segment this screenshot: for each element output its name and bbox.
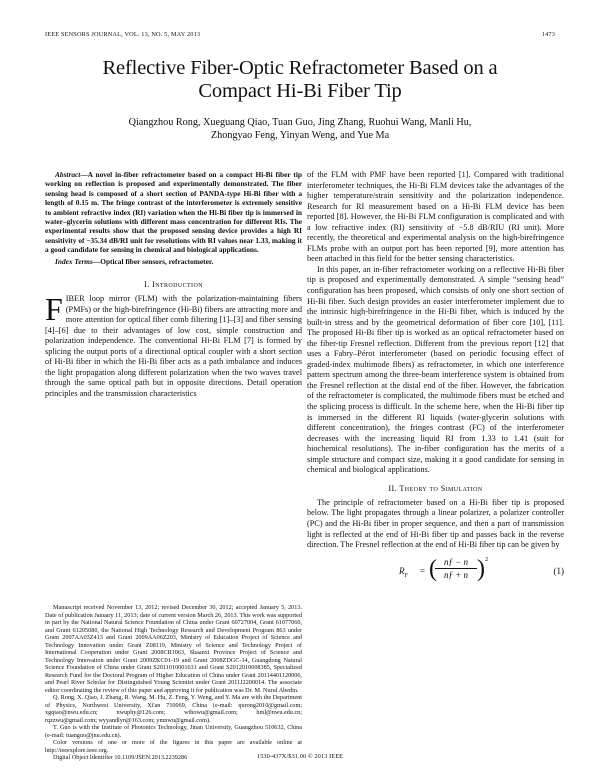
section-heading-theory: II. Theory to Simulation <box>388 483 483 493</box>
theory-paragraph: The principle of refractometer based on a Hi-Bi fiber tip is proposed below. The light propagates through a linear polarizer, a polarizer controller (PC) and the Hi-Bi fiber in proper sequence, and then a part of transmission light is reflected at the end of Hi-Bi fiber tip and passes back in the reverse direction. The Fresnel reflection at the end of Hi-Bi fiber tip can be given by <box>307 497 564 550</box>
drop-cap: F <box>45 294 63 328</box>
right-paragraph-1: of the FLM with PMF have been reported [1]. Compared with traditional interferometer techniques, the Hi-Bi FLM devices take the advantages of the higher temperature/strain sensitivity and the polarization independence. Research for RI measurement based on a Hi-Bi FLM device has been reported [8]. However, the Hi-Bi FLM configuration is complicated and with a low refractive index (RI) sensitivity of −5.8 dB/RIU (RI unit). More recently, the theoretical and experimental analysis on the high-birefringence FLMs probe with an output port has been reported [9], more attention has been attached in this field for the better sensing characteristics. <box>307 170 564 264</box>
footnote-funding: Manuscript received November 13, 2012; revised December 30, 2012; accepted January 5, 2013. Date of publication January 11, 2013; date of current version March 26, 2013. This work was supported in part by the National Natural Science Foundation of China under Grant 60727004, Grant 61077060, and Grant 61205080, the National High Technology Research and Development Program 863 under Grant 2007AA03Z413 and Grant 2009AA06Z203, Ministry of Education Project of Science and Technology Innovation under Grant Z08119, Ministry of Science and Technology Project of International Cooperation under Grant 2008CR1063, Shaanxi Province Project of Science and Technology Innovation under Grant 2009ZKC01-19 and Grant 2008ZDGC-14, Guangdong Natural Science Foundation of China under Grant S2011010001631 and Grant S2012010008385, Specialized Research Fund for the Doctoral Program of Higher Education of China under Grant 20114401120006, and Pearl River Scholar for Distinguished Young Scientist under Grant 2011J2200014. The associate editor coordinating the review of this paper and approving it for publication was Dr. M. Nurul Abedin. <box>45 604 302 694</box>
footnotes <box>45 604 302 762</box>
copyright-code: 1530-437X/$31.00 © 2013 IEEE <box>256 753 344 760</box>
equation-lhs-symbol: R <box>399 565 405 576</box>
abstract <box>45 170 302 255</box>
index-terms-dash: — <box>92 256 101 266</box>
journal-name: IEEE SENSORS JOURNAL, VOL. 13, NO. 5, MAY 2013 <box>45 31 201 38</box>
index-terms-text: Optical fiber sensors, refractometer. <box>100 256 214 266</box>
author-list <box>60 116 540 143</box>
footnote-affiliation-1: Q. Rong, X. Qiao, J. Zhang, R. Wang, M. Hu, Z. Feng, Y. Weng, and Y. Ma are with the Department of Physics, Northwest University, Xi'an 710069, China (e-mail: qurong2010@gmail.com; xgqiao@nwu.edu.cn; nwuphy@126.com; wthowu@gmail.com; hml@nwu.edu.cn; rqzzwu@gmail.com; wyyandlyn@163.com; ymnwu@gmail.com). <box>45 694 302 724</box>
index-terms <box>45 257 302 266</box>
abstract-dash: — <box>80 170 88 179</box>
equation-lhs <box>399 566 408 579</box>
left-column <box>45 170 302 400</box>
title-line-1: Reflective Fiber-Optic Refractometer Based on a <box>102 57 498 79</box>
footnote-color-versions: Color versions of one or more of the figures in this paper are available online at http://ieeexplore.ieee.org. <box>45 739 302 754</box>
right-paragraph-2: In this paper, an in-fiber refractometer working on a reflective Hi-Bi fiber tip is proposed and experimentally demonstrated. A simple “sensing head” configuration has been proposed, which consists of only one short section of Hi-Bi fiber. Such design provides an easier interferometer implement due to the intrinsic high-birefringence in the Hi-Bi fiber, which is induced by the built-in stress and by the geometrical deformation of fiber core [10], [11]. The proposed Hi-Bi fiber tip is worked as an optical refractometer based on the fiber-tip Fresnel reflection. Different from the previous report [12] that uses a Fabry–Pérot interferometer (based on periodic focusing effect of graded-index multimode fibers) as refractometer, in which one interference pattern spectrum among the three-beam interference system is obtained from the Fresnel reflection at the distal end of the fiber. However, the fabrication of the refractometer is complicated, the multimode fibers must be etched and the splicing process is difficult. In the scheme here, when the Hi-Bi fiber tip is immersed in the different RI liquids (water-glycerin solutions with different concentration), the fringes contrast (FC) of the interferometer decreases with the increasing liquid RI from 1.33 to 1.41 (suit for biochemical resolutions). The in-fiber configuration has the merits of a simple structure and compact size, making it a good candidate for sensing in chemical and biological applications. <box>307 264 564 475</box>
equation-equals: = <box>420 565 426 576</box>
title-line-2: Compact Hi-Bi Fiber Tip <box>198 80 402 102</box>
page-number: 1473 <box>541 31 555 38</box>
equation-open-paren: ( <box>429 555 437 582</box>
authors-line-2: Zhongyao Feng, Yinyan Weng, and Yue Ma <box>210 130 390 142</box>
footnote-doi: Digital Object Identifier 10.1109/JSEN.2013.2239286 <box>53 754 188 761</box>
paper-title <box>40 57 560 103</box>
intro-paragraph <box>45 294 302 399</box>
abstract-label: Abstract <box>55 170 81 179</box>
equation-1 <box>307 557 564 587</box>
equation-numerator: nƒ − n <box>435 557 477 569</box>
equation-exponent: 2 <box>485 555 489 563</box>
equation-lhs-subscript: F <box>404 572 409 579</box>
equation-denominator: nƒ + n <box>443 569 469 580</box>
section-heading-introduction: I. Introduction <box>144 280 203 290</box>
intro-text: IBER loop mirror (FLM) with the polarization-maintaining fibers (PMFs) or the high-birefringence (Hi-Bi) fibers are attracting more and more attention for optical fiber comb filtering [1]–[3] and fiber sensing [4]–[6] due to their advantages of low cost, simple construction and polarization independence. The conventional Hi-Bi FLM [7] is formed by splicing the output ports of a directional optical coupler with a short section of Hi-Bi fiber in which the Hi-Bi fiber acts as a path imbalance and induces the light propagation along different polarization when the two waves travel through the same optical path but in opposite directions. Detail operation principles and the transmission characteristics <box>45 294 302 398</box>
running-head <box>45 31 555 41</box>
equation-close-paren: ) <box>477 555 485 582</box>
abstract-text: A novel in-fiber refractometer based on a compact Hi-Bi fiber tip working on reflection is proposed and experimentally demonstrated. The fiber sensing head is composed of a short section of PANDA-type Hi-Bi fiber with a length of 0.15 m. The fringe contrast of the interferometer is extremely sensitive to ambient refractive index (RI) variation when the Hi-Bi fiber tip is immersed in water–glycerin solutions with different mass concentration for different RIs. The experimental results show that the proposed sensing device provides a high RI sensitivity of −35.34 dB/RI unit for resolutions with RI values near 1.33, making it a good candidate for sensing in chemical and biological applications. <box>45 170 302 255</box>
index-terms-label: Index Terms <box>55 256 93 266</box>
right-column <box>307 170 564 587</box>
equation-number: (1) <box>553 565 564 576</box>
footnote-affiliation-2: T. Guo is with the Institute of Photonics Technology, Jinan University, Guangzhou 510632, China (e-mail: tuanguo@jnu.edu.cn). <box>45 724 302 739</box>
authors-line-1: Qiangzhou Rong, Xueguang Qiao, Tuan Guo, Jing Zhang, Ruohui Wang, Manli Hu, <box>128 117 472 128</box>
equation-fraction <box>435 557 477 580</box>
